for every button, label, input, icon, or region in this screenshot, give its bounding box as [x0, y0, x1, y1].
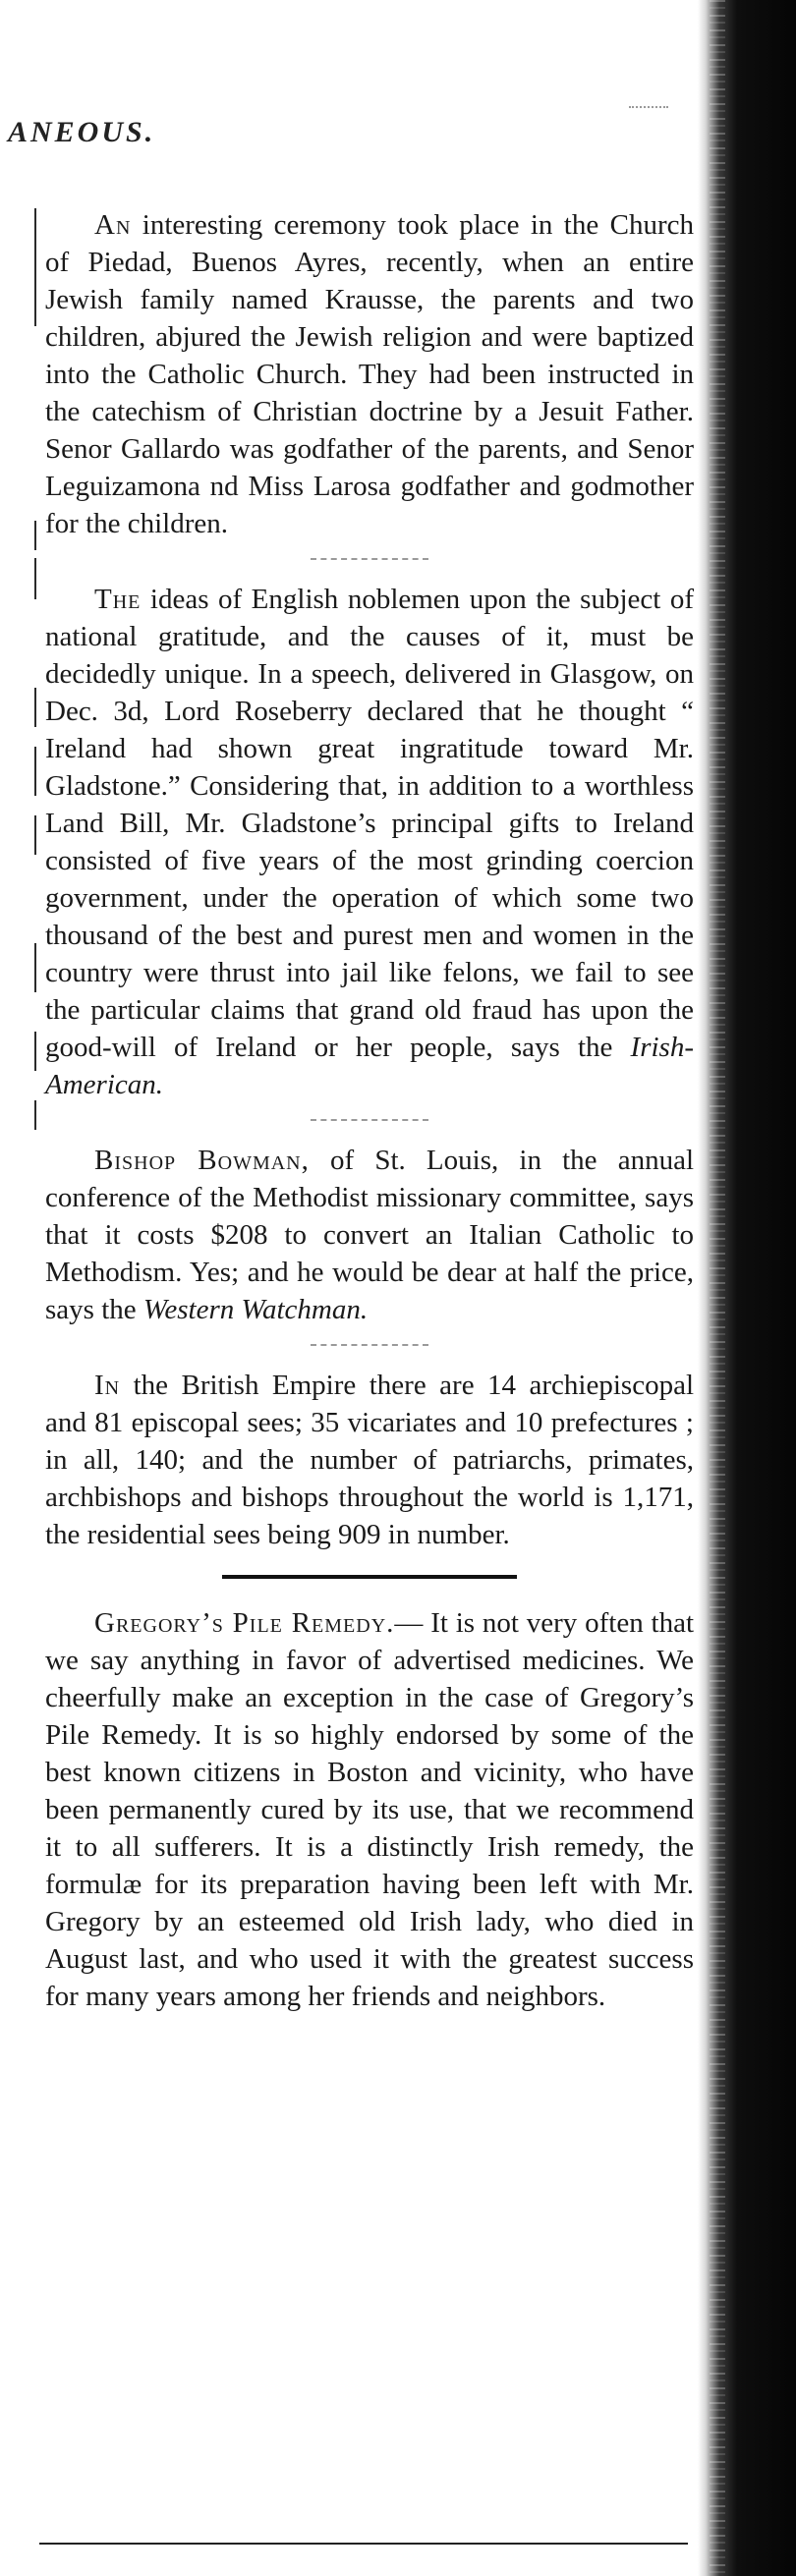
article-gratitude [45, 581, 694, 1103]
margin-rule [34, 208, 36, 326]
article-column [45, 206, 694, 2015]
page-bottom-rule [39, 2543, 688, 2545]
article-separator [311, 1119, 428, 1122]
article-lead: In [94, 1370, 121, 1401]
article-body: ideas of English noblemen upon the subject of national gratitude, and the causes of it, must be decidedly unique. In a speech, delivered in Glasgow, on Dec. 3d, Lord Roseberry declared that he thought “ Ireland had shown great ingratitude toward Mr. Gladstone.” Considering that, in addition to a worthless Land Bill, Mr. Gladstone’s principal gifts to Ireland consisted of five years of the most grinding coercion government, under the operation of which some two thousand of the best and purest men and women in the country were thrust into jail like felons, we fail to see the particular claims that grand old fraud has upon the good-will of Ireland or her people, says the [45, 584, 694, 1063]
article-body: — It is not very often that we say anything in favor of advertised medicines. We cheerfully make an exception in the case of Gregory’s Pile Remedy. It is so highly endorsed by some of the best known citizens in Boston and vicinity, who have been permanently cured by its use, that we recommend it to all sufferers. It is a distinctly Irish remedy, the formulæ for its preparation having been left with Mr. Gregory by an esteemed old Irish lady, who died in August last, and who used it with the greatest success for many years among her friends and neighbors. [45, 1607, 695, 2012]
article-british-empire [45, 1367, 694, 1553]
article-pile-remedy [45, 1604, 694, 2015]
margin-rule [34, 558, 36, 599]
article-separator [311, 1344, 428, 1347]
article-conversion [45, 206, 694, 542]
article-lead: The [94, 584, 142, 615]
article-body: interesting ceremony took place in the Church of Piedad, Buenos Ayres, recently, when an entire Jewish family named Krausse, the parents and two children, abjured the Jewish religion and were baptized into the Catholic Church. They had been instructed in the catechism of Christian doctrine by a Jesuit Father. Senor Gallardo was godfather of the parents, and Senor Leguizamona nd Miss Larosa godfather and godmother for the children. [45, 209, 694, 539]
article-body: of St. Louis, in the annual conference of the Methodist missionary committee, says that it costs $208 to convert an Italian Catholic to Methodism. Yes; and he would be dear at half the price, says the [45, 1145, 694, 1325]
margin-rule [34, 747, 36, 796]
print-mark [629, 106, 668, 111]
binding-speckle [710, 0, 725, 2576]
article-lead: An [94, 209, 132, 241]
margin-rule [34, 521, 36, 550]
margin-rule [34, 815, 36, 855]
article-source: Western Watchman. [142, 1294, 369, 1325]
advertisement-separator [222, 1575, 517, 1579]
article-lead: Bishop Bowman, [94, 1145, 310, 1176]
section-heading: ANEOUS. [8, 116, 156, 148]
margin-rule [34, 943, 36, 992]
article-bishop-bowman [45, 1142, 694, 1328]
article-lead: Gregory’s Pile Remedy. [94, 1607, 395, 1639]
margin-rule [34, 688, 36, 727]
article-separator [311, 558, 428, 561]
article-source: Irish-American. [45, 1032, 694, 1100]
margin-rule [34, 1032, 36, 1071]
margin-rule [34, 1100, 36, 1130]
article-body: the British Empire there are 14 archiepiscopal and 81 episcopal sees; 35 vicariates and 10 prefectures ; in all, 140; and the number of patriarchs, primates, archbishops and bishops throughout the world is 1,171, the residential sees being 909 in number. [45, 1370, 694, 1550]
